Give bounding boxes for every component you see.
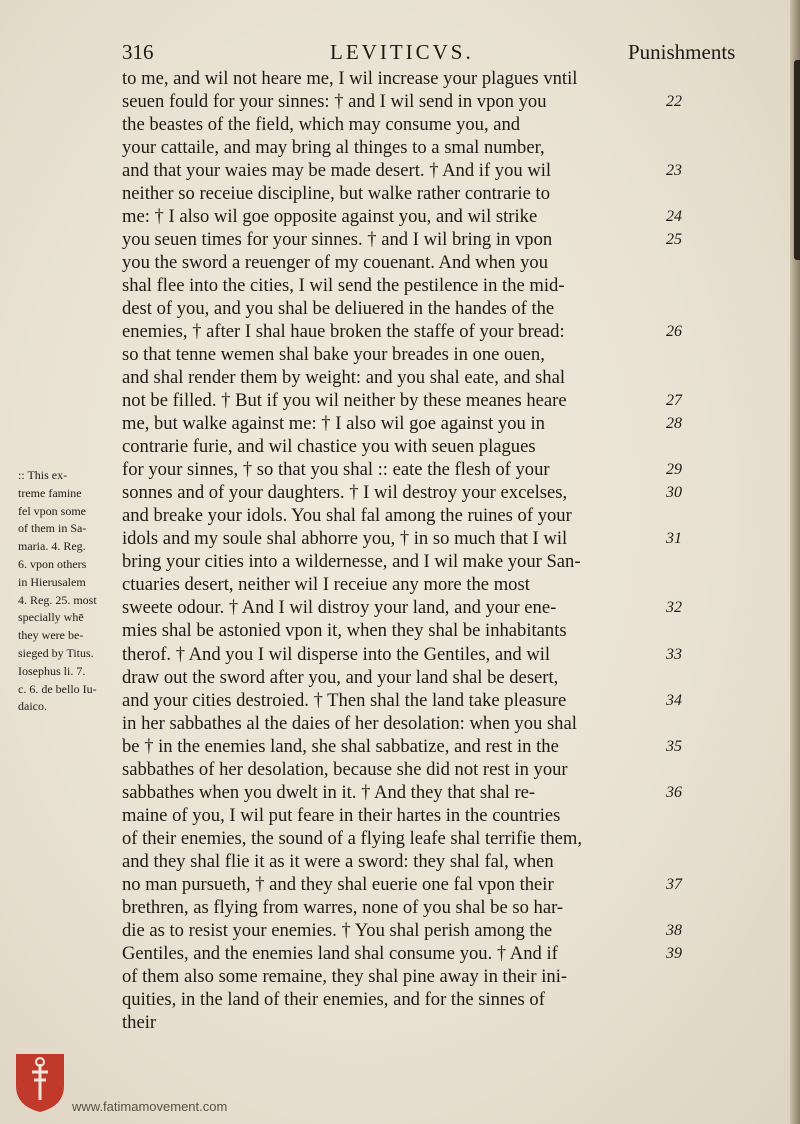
- verse-number: 31: [666, 530, 682, 548]
- text-line: therof. † And you I wil disperse into the Gentiles, and wil: [122, 643, 551, 665]
- verse-number: 24: [666, 208, 682, 226]
- text-line: you seuen times for your sinnes. † and I wil bring in vpon: [122, 229, 553, 251]
- verse-number: 36: [666, 783, 682, 801]
- verse-number: 37: [666, 875, 682, 893]
- text-line: neither so receiue discipline, but walke rather contrarie to: [122, 183, 550, 205]
- margin-note-line: maria. 4. Reg.: [18, 539, 86, 554]
- text-line: seuen fould for your sinnes: † and I wil send in vpon you: [122, 91, 547, 113]
- text-line: and your cities destroied. † Then shal the land take pleasure: [122, 689, 567, 711]
- margin-note-line: specially whē: [18, 610, 84, 625]
- margin-note-line: fel vpon some: [18, 503, 86, 518]
- running-head: [0, 40, 800, 70]
- text-line: ctuaries desert, neither wil I receiue any more the most: [122, 574, 530, 596]
- text-line: me: † I also wil goe opposite against you, and wil strike: [122, 206, 538, 228]
- text-line: bring your cities into a wildernesse, and I wil make your San-: [122, 551, 581, 573]
- margin-note-line: they were be-: [18, 628, 84, 643]
- margin-note-line: daico.: [18, 699, 47, 714]
- margin-note-line: :: This ex-: [18, 468, 68, 482]
- verse-number: 29: [666, 461, 682, 479]
- verse-number: 22: [666, 93, 682, 111]
- text-line: sweete odour. † And I wil distroy your land, and your ene-: [122, 597, 557, 619]
- margin-note-line: 4. Reg. 25. most: [18, 592, 97, 607]
- verse-number: 33: [666, 645, 682, 663]
- text-line: and breake your idols. You shal fal among the ruines of your: [122, 505, 572, 527]
- text-line: Gentiles, and the enemies land shal consume you. † And if: [122, 942, 558, 964]
- text-line: not be filled. † But if you wil neither by these meanes heare: [122, 390, 567, 412]
- text-line: of them also some remaine, they shal pine away in their ini-: [122, 965, 568, 987]
- margin-note-line: sieged by Titus.: [18, 646, 94, 660]
- text-line: of their enemies, the sound of a flying leafe shal terrifie them,: [122, 827, 583, 849]
- verse-number: 35: [666, 737, 682, 755]
- text-line: enemies, † after I shal haue broken the staffe of your bread:: [122, 321, 565, 343]
- verse-number: 28: [666, 415, 682, 433]
- margin-note-line: c. 6. de bello Iu-: [18, 681, 97, 696]
- text-line: the beastes of the field, which may consume you, and: [122, 114, 521, 136]
- text-line: their: [122, 1011, 157, 1033]
- text-line: sabbathes when you dwelt in it. † And they that shal re-: [122, 781, 536, 803]
- verse-number: 27: [666, 392, 682, 410]
- text-line: quities, in the land of their enemies, and for the sinnes of: [122, 988, 545, 1010]
- verse-number: 25: [666, 231, 682, 249]
- text-line: draw out the sword after you, and your land shal be desert,: [122, 666, 559, 688]
- text-line: dest of you, and you shal be deliuered in the handes of the: [122, 298, 555, 320]
- text-line: be † in the enemies land, she shal sabbatize, and rest in the: [122, 735, 559, 757]
- margin-note-line: treme famine: [18, 485, 82, 500]
- text-line: mies shal be astonied vpon it, when they shal be inhabitants: [122, 620, 567, 642]
- text-line: and that your waies may be made desert. † And if you wil: [122, 160, 552, 182]
- verse-number: 30: [666, 484, 682, 502]
- text-line: to me, and wil not heare me, I wil increase your plagues vntil: [122, 68, 578, 89]
- text-line: your cattaile, and may bring al thinges to a smal number,: [122, 137, 545, 159]
- verse-number: 32: [666, 599, 682, 617]
- text-line: and they shal flie it as it were a sword: they shal fal, when: [122, 850, 554, 872]
- verse-number: 34: [666, 691, 682, 709]
- margin-note-line: 6. vpon others: [18, 557, 87, 571]
- text-line: no man pursueth, † and they shal euerie one fal vpon their: [122, 873, 554, 895]
- verse-number: 23: [666, 162, 682, 180]
- text-line: in her sabbathes al the daies of her desolation: when you shal: [122, 712, 577, 734]
- text-line: you the sword a reuenger of my couenant. And when you: [122, 252, 548, 274]
- section-title: Punishments: [628, 40, 736, 64]
- text-line: and shal render them by weight: and you shal eate, and shal: [122, 367, 566, 389]
- binding-shadow: [794, 60, 800, 260]
- text-line: sabbathes of her desolation, because she did not rest in your: [122, 758, 568, 780]
- watermark-url: www.fatimamovement.com: [72, 1099, 228, 1114]
- papal-seal-logo: [12, 1050, 68, 1114]
- margin-note-line: in Hierusalem: [18, 574, 86, 589]
- text-line: contrarie furie, and wil chastice you with seuen plagues: [122, 436, 536, 458]
- text-line: me, but walke against me: † I also wil goe against you in: [122, 413, 545, 435]
- text-line: so that tenne wemen shal bake your breades in one ouen,: [122, 344, 545, 366]
- verse-number: 38: [666, 921, 682, 939]
- margin-note-line: of them in Sa-: [18, 521, 87, 536]
- text-line: shal flee into the cities, I wil send the pestilence in the mid-: [122, 275, 565, 297]
- verse-number: 26: [666, 323, 682, 341]
- text-line: sonnes and of your daughters. † I wil destroy your excelses,: [122, 482, 568, 504]
- text-line: for your sinnes, † so that you shal :: eate the flesh of your: [122, 459, 550, 481]
- text-line: brethren, as flying from warres, none of you shal be so har-: [122, 896, 564, 918]
- margin-note-line: Iosephus li. 7.: [18, 663, 86, 678]
- text-line: idols and my soule shal abhorre you, † in so much that I wil: [122, 528, 568, 550]
- book-title: LEVITICVS.: [330, 40, 474, 64]
- text-line: die as to resist your enemies. † You shal perish among the: [122, 919, 553, 941]
- verse-number: 39: [666, 944, 682, 962]
- text-line: maine of you, I wil put feare in their hartes in the countries: [122, 804, 561, 826]
- page-number: 316: [122, 40, 154, 64]
